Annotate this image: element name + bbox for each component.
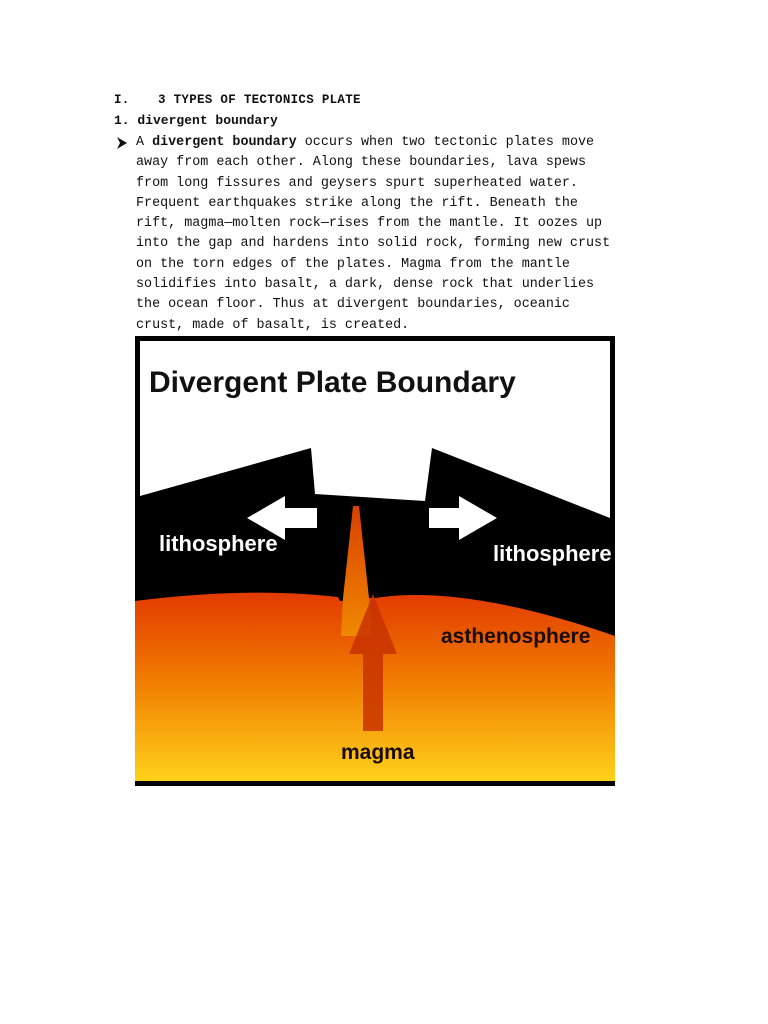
para-line-3: from long fissures and geysers spurt superheated water.	[136, 175, 578, 191]
para-line-8: solidifies into basalt, a dark, dense rock that underlies	[136, 277, 595, 293]
arrowhead-bullet-icon	[116, 136, 128, 150]
para-line-1: occurs when two tectonic plates move	[296, 135, 595, 150]
para-line-6: into the gap and hardens into solid rock, forming new crust	[136, 236, 611, 252]
label-lithosphere-right: lithosphere	[493, 541, 612, 566]
para-line-9: the ocean floor. Thus at divergent boundaries, oceanic	[136, 297, 570, 313]
para-line-5: rift, magma—molten rock—rises from the mantle. It oozes up	[136, 216, 603, 232]
para-line-7: on the torn edges of the plates. Magma from the mantle	[136, 256, 570, 272]
label-magma: magma	[341, 741, 415, 764]
subsection-heading: 1. divergent boundary	[114, 113, 278, 128]
para-line-2: away from each other. Along these boundaries, lava spews	[136, 155, 586, 171]
diagram-svg	[135, 336, 615, 786]
label-lithosphere-left: lithosphere	[159, 531, 278, 556]
para-intro: A	[136, 135, 153, 150]
diagram-title: Divergent Plate Boundary	[149, 366, 516, 399]
section-title: 3 TYPES OF TECTONICS PLATE	[158, 93, 361, 107]
divergent-boundary-diagram	[135, 336, 615, 786]
para-line-10: crust, made of basalt, is created.	[136, 317, 410, 333]
para-term: divergent boundary	[152, 135, 297, 150]
section-heading	[114, 93, 361, 107]
body-paragraph	[136, 133, 696, 336]
section-number: I.	[114, 93, 130, 107]
label-asthenosphere: asthenosphere	[441, 625, 591, 648]
para-line-4: Frequent earthquakes strike along the rift. Beneath the	[136, 195, 578, 211]
